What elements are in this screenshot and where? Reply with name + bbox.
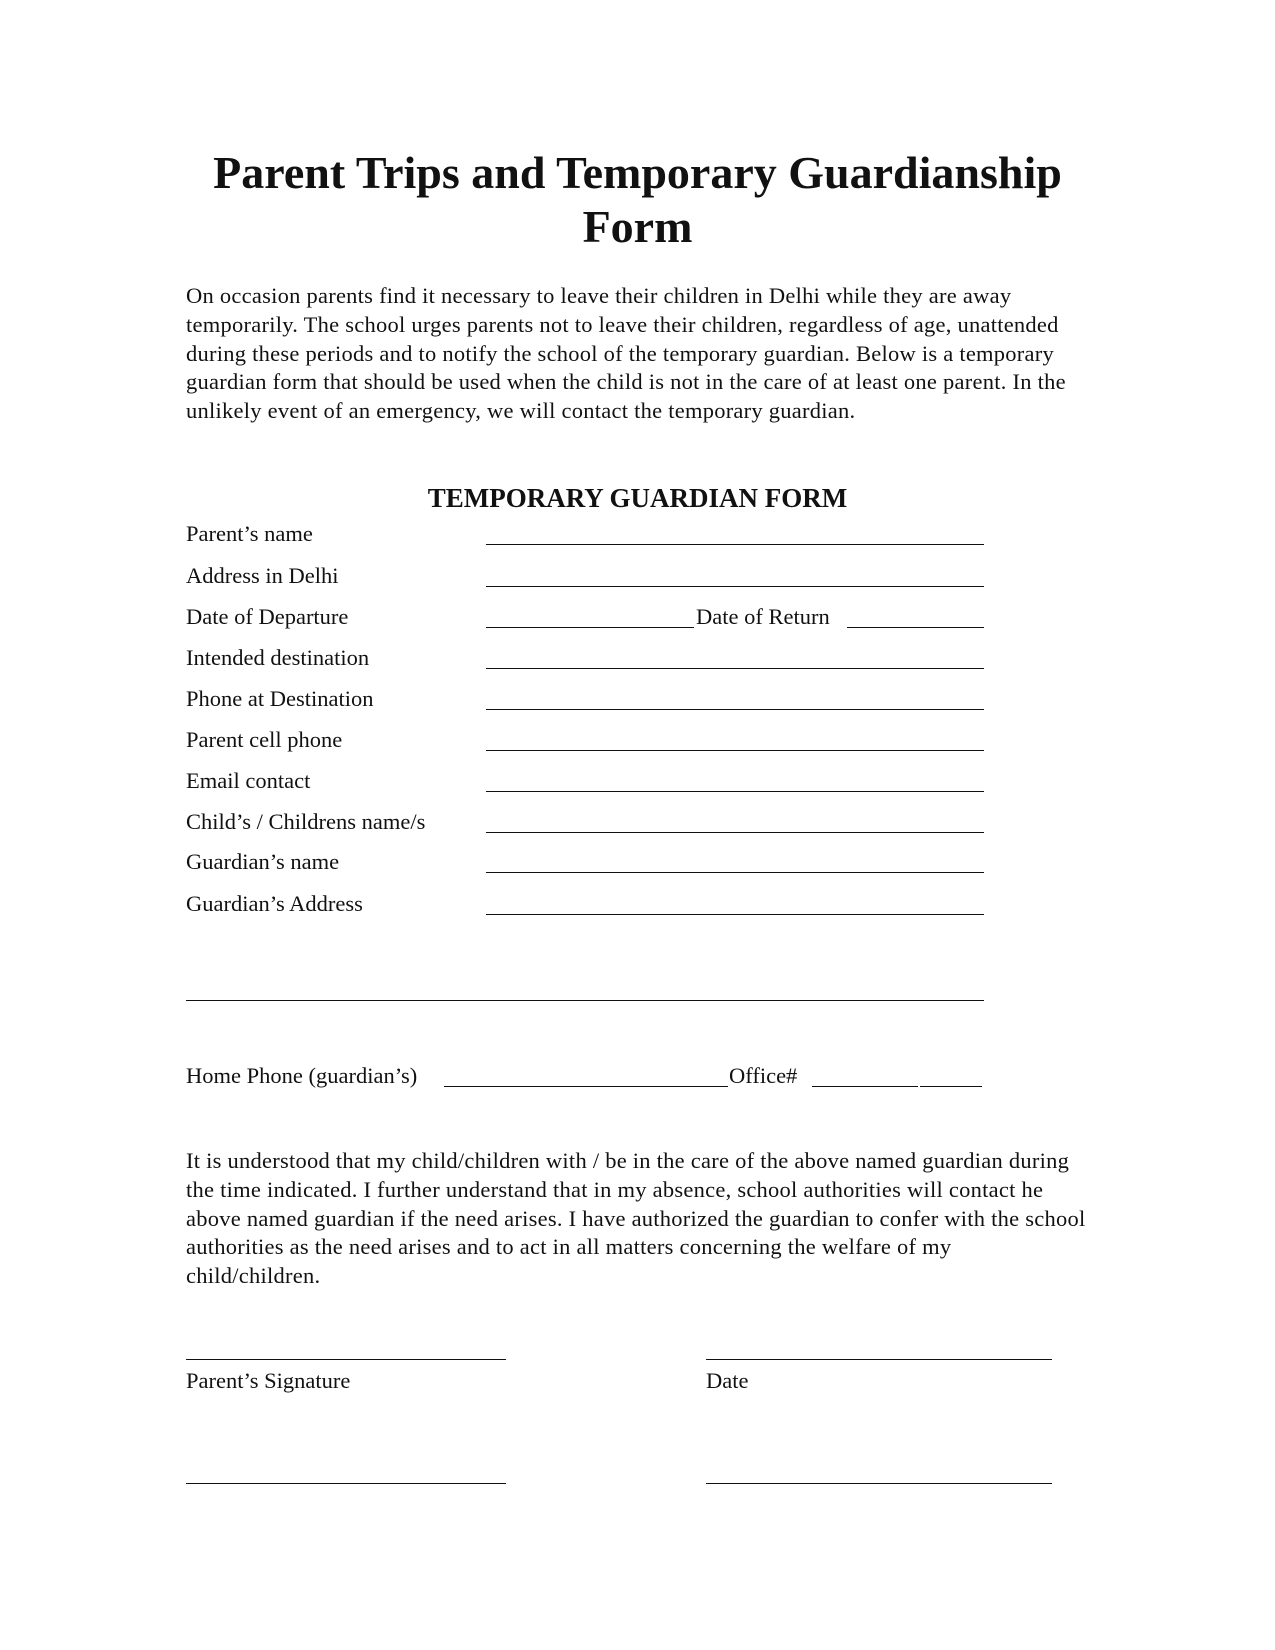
parent-signature-label: Parent’s Signature (186, 1368, 351, 1393)
date-of-return-label: Date of Return (696, 604, 830, 629)
intended-destination-label: Intended destination (186, 645, 370, 670)
intro-paragraph: On occasion parents find it necessary to leave their children in Delhi while they are away temporarily. The school urges parents not to leave their children, regardless of age, unattended during these periods and to notify the school of the temporary guardian. Below is a temporary guardian form that should be used when the child is not in the care of at least one parent. In the unlikely event of an emergency, we will contact the temporary guardian. (186, 283, 1066, 424)
home-phone-label: Home Phone (guardian’s) (186, 1063, 418, 1088)
second-date-line[interactable] (706, 1483, 1052, 1484)
guardians-name-label: Guardian’s name (186, 849, 340, 874)
email-contact-blank[interactable] (486, 791, 984, 792)
title-line-2: Form (582, 201, 693, 252)
second-signature-line[interactable] (186, 1483, 506, 1484)
address-in-delhi-blank[interactable] (486, 586, 984, 587)
guardians-address-label: Guardian’s Address (186, 891, 363, 916)
form-heading: TEMPORARY GUARDIAN FORM (427, 483, 848, 513)
guardians-name-blank[interactable] (486, 872, 984, 873)
home-phone-blank[interactable] (444, 1086, 728, 1087)
date-of-departure-blank[interactable] (486, 627, 694, 628)
date-label: Date (706, 1368, 749, 1393)
document-title (140, 146, 1135, 254)
parent-cell-phone-blank[interactable] (486, 750, 984, 751)
parents-name-blank[interactable] (486, 544, 984, 545)
title-line-1: Parent Trips and Temporary Guardianship (213, 147, 1062, 198)
parents-name-label: Parent’s name (186, 521, 313, 546)
office-label: Office# (729, 1063, 798, 1088)
email-contact-label: Email contact (186, 768, 311, 793)
phone-at-destination-blank[interactable] (486, 709, 984, 710)
parent-cell-phone-label: Parent cell phone (186, 727, 343, 752)
childrens-names-blank[interactable] (486, 832, 984, 833)
phone-at-destination-label: Phone at Destination (186, 686, 374, 711)
office-blank-extension[interactable] (920, 1086, 982, 1087)
address-in-delhi-label: Address in Delhi (186, 563, 339, 588)
intended-destination-blank[interactable] (486, 668, 984, 669)
guardians-address-continuation-blank[interactable] (186, 1000, 984, 1001)
guardians-address-blank[interactable] (486, 914, 984, 915)
consent-statement: It is understood that my child/children with / be in the care of the above named guardian during the time indicated. I further understand that in my absence, school authorities will contact he above named guardian if the need arises. I have authorized the guardian to confer with the school authorities as the need arises and to act in all matters concerning the welfare of my child/children. (186, 1148, 1086, 1289)
date-line[interactable] (706, 1359, 1052, 1360)
office-blank[interactable] (812, 1086, 918, 1087)
date-of-return-blank[interactable] (847, 627, 984, 628)
date-of-departure-label: Date of Departure (186, 604, 349, 629)
childrens-names-label: Child’s / Childrens name/s (186, 809, 426, 834)
parent-signature-line[interactable] (186, 1359, 506, 1360)
